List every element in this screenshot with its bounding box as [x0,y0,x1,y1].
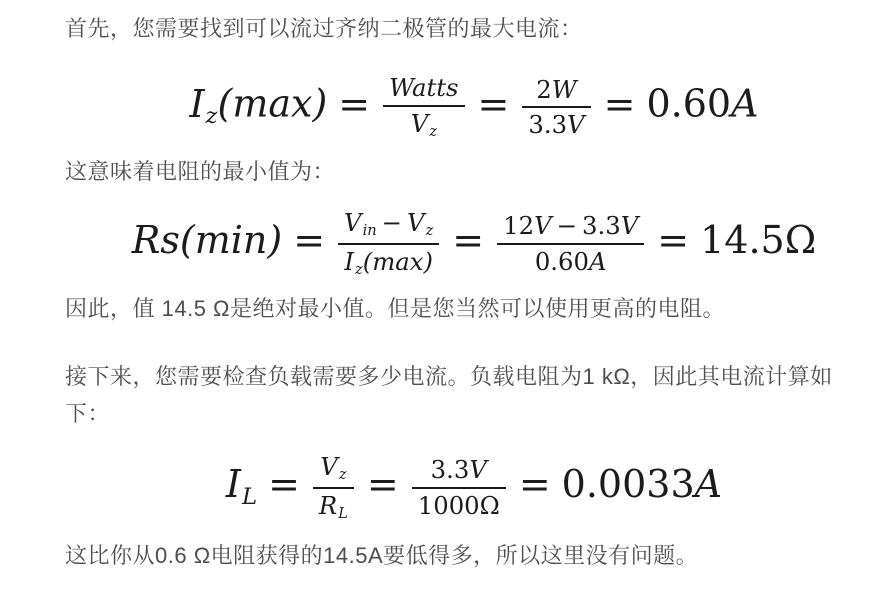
math-op: = [603,81,636,126]
math-subscript: z [338,466,347,484]
math-op: = [338,81,371,126]
math-num: 0.60 [534,246,589,276]
math-op: = [657,218,690,263]
paragraph-intro-max-current: 首先，您需要找到可以流过齐纳二极管的最大电流： [65,16,583,41]
math-op: = [518,462,551,507]
math-op: − [556,211,578,241]
formula-iz-max [65,75,883,139]
math-num: 3.3 [430,455,470,485]
math-var: V [567,110,585,140]
math-var: Vz [320,452,347,484]
fraction-denominator [497,245,644,275]
math-var: Watts [389,73,459,102]
math-var: A [588,246,607,276]
fraction-denominator [383,107,464,140]
paragraph-min-resistor: 这意味着电阻的最小值为： [65,159,336,184]
math-num: 3.3 [528,110,568,140]
math-var: A [694,462,723,507]
math-subscript: L [338,505,348,523]
math-fraction [313,454,354,521]
fraction-numerator [497,213,644,245]
formula-il [65,454,883,521]
paragraph-load-current-line2: 下： [65,401,111,426]
math-var: Iz [344,246,363,279]
math-var: V [620,211,639,241]
paragraph-absolute-minimum: 因此，值 14.5 Ω是绝对最小值。但是您当然可以使用更高的电阻。 [65,296,725,321]
math-num: Ω [479,490,500,520]
paragraph-conclusion: 这比你从0.6 Ω电阻获得的14.5A要低得多，所以这里没有问题。 [65,543,699,568]
math-num: 0.60 [646,81,732,126]
math-var: Vz [410,108,437,140]
math-var: A [731,81,759,126]
fraction-denominator [313,489,354,522]
fraction-numerator [522,74,590,109]
math-subscript: z [355,261,363,279]
fraction-numerator [383,75,464,107]
math-num: Ω [784,218,817,263]
math-op: = [477,81,510,126]
math-var: (max) [362,246,433,276]
math-op: = [452,218,485,263]
math-subscript: in [362,222,377,240]
math-num: 0.0033 [561,462,695,507]
math-op: = [293,218,326,263]
math-op: − [381,208,403,237]
math-var: W [551,74,577,104]
math-op: = [366,462,399,507]
math-var: Vin [344,208,377,240]
math-fraction [522,74,590,140]
math-var: IL [225,462,258,511]
math-num: 1000 [417,490,480,520]
fraction-numerator [313,454,354,489]
math-fraction [338,210,439,277]
math-num: 3.3 [582,211,621,241]
math-var: (min) [179,218,283,263]
math-var: Vz [407,208,434,240]
math-var: V [469,455,487,485]
math-var: RL [318,490,348,523]
math-op: = [268,462,300,507]
paragraph-load-current [65,358,865,432]
math-num: 14.5 [700,218,785,263]
math-var: (max) [217,81,328,126]
math-var: V [534,211,552,241]
math-subscript: z [429,122,437,140]
math-fraction [383,75,464,139]
fraction-numerator [412,457,506,489]
fraction-denominator [412,489,506,519]
fraction-numerator [338,210,439,245]
math-var: Rs [131,218,180,263]
math-fraction [497,213,644,274]
paragraph-load-current-line1: 接下来，您需要检查负载需要多少电流。负载电阻为1 kΩ，因此其电流计算如 [65,364,833,389]
math-var: Iz [189,81,218,130]
math-num: 2 [536,74,552,104]
formula-rs-min [65,210,883,277]
fraction-denominator [338,245,439,278]
math-num: 12 [503,211,535,241]
fraction-denominator [522,108,590,138]
math-fraction [412,457,506,518]
math-subscript: z [205,103,218,130]
math-subscript: z [425,222,434,240]
math-subscript: L [241,484,258,511]
